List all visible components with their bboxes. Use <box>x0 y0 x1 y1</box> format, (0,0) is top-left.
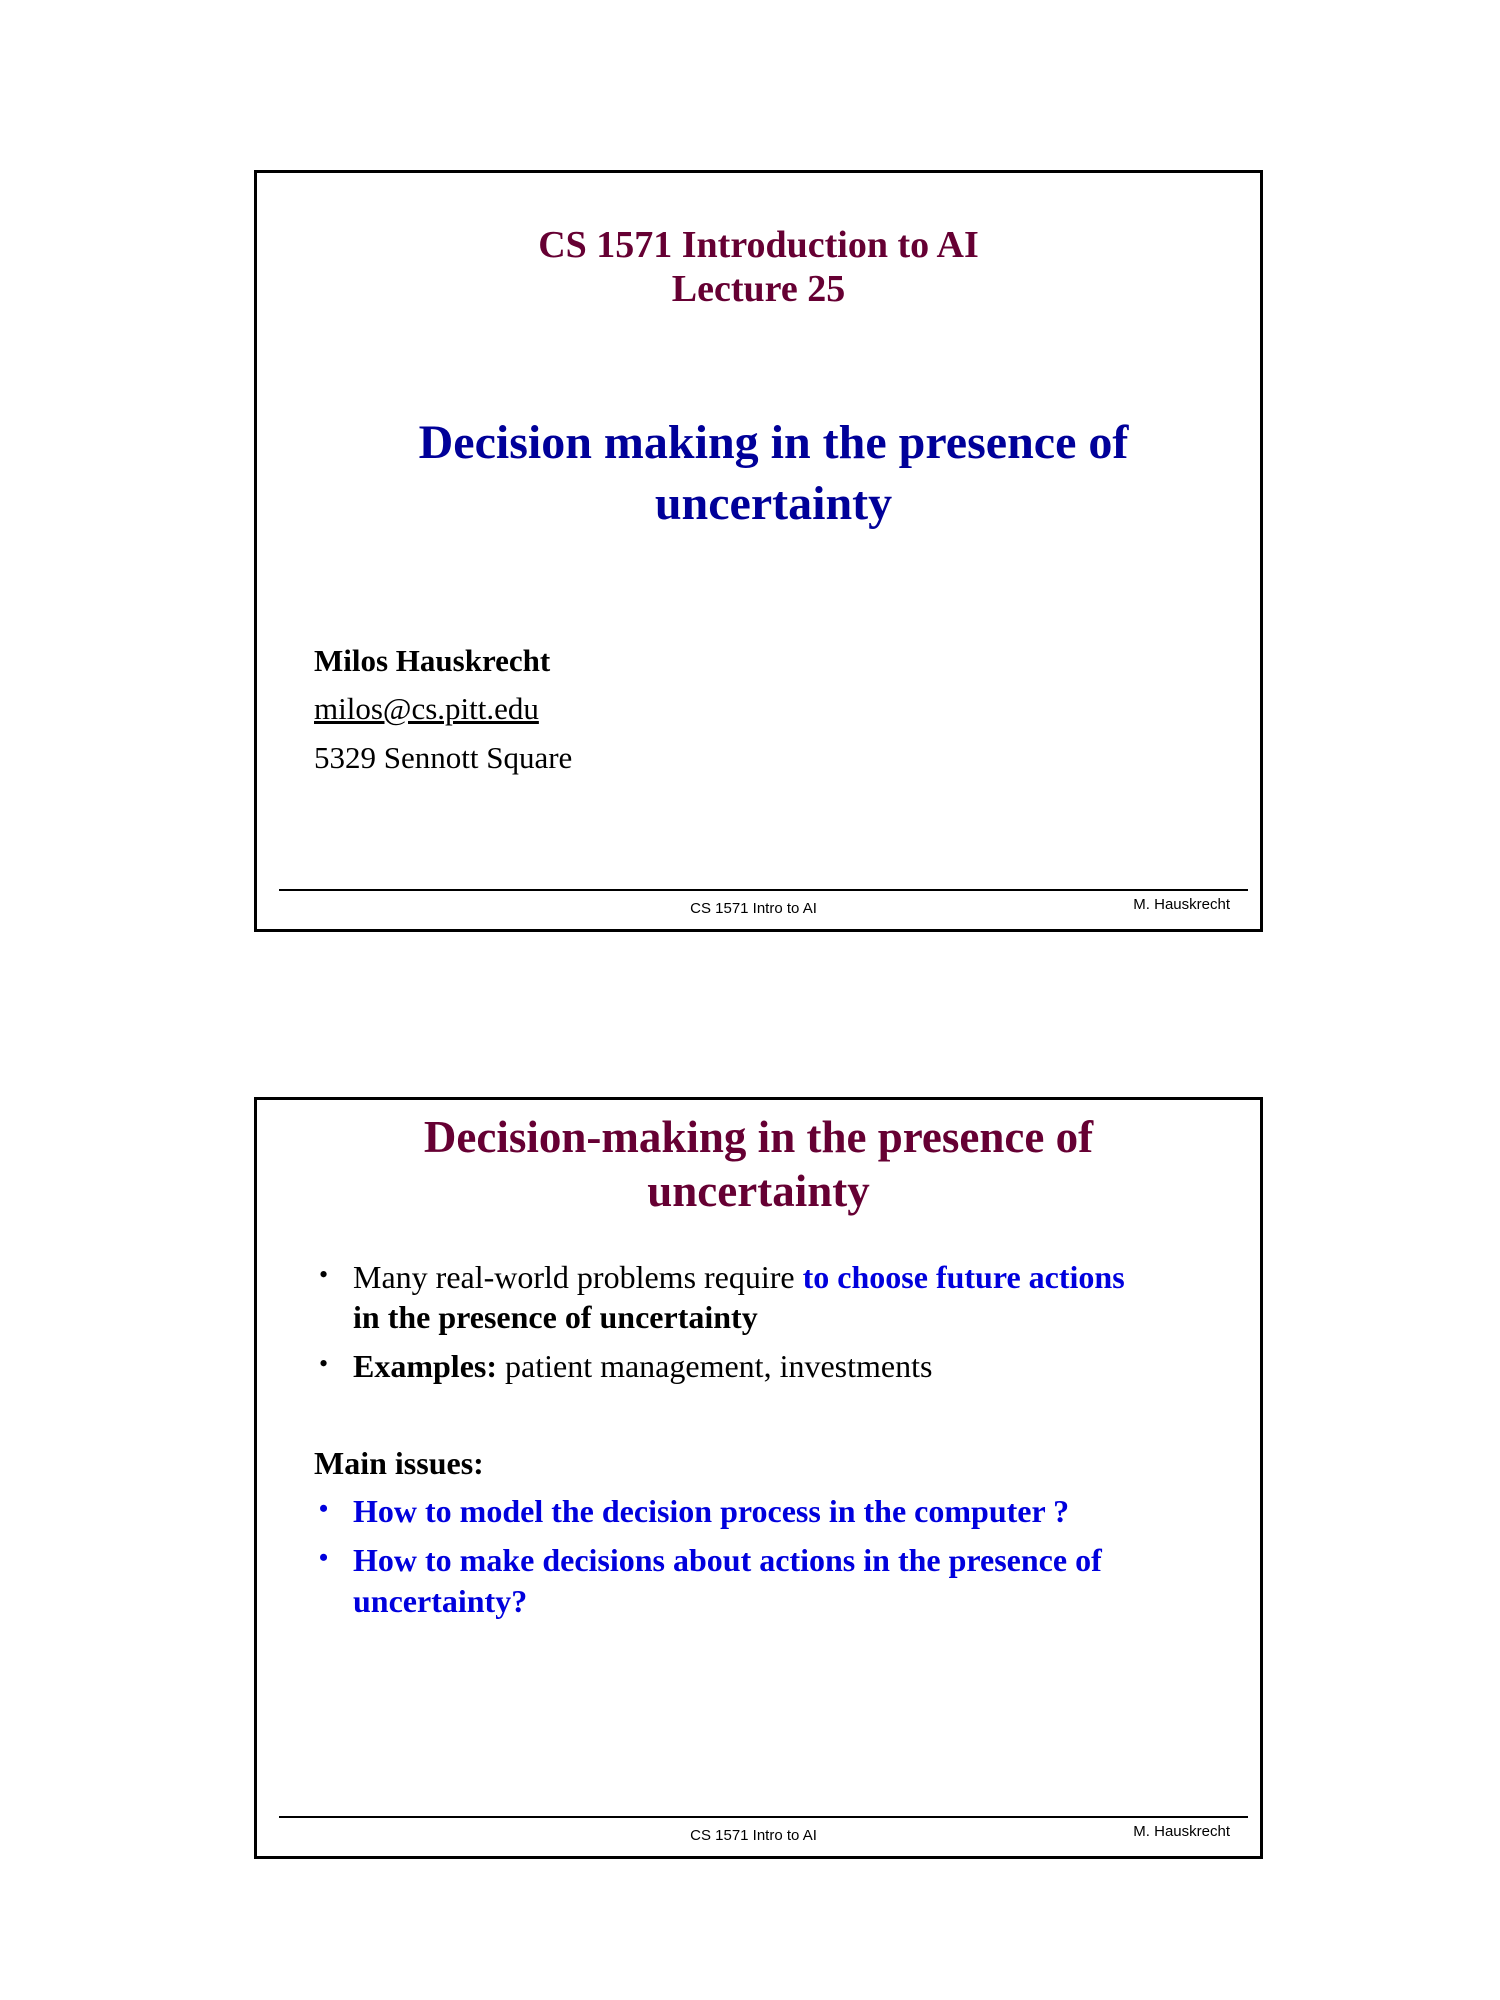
footer-author: M. Hauskrecht <box>1133 1823 1230 1840</box>
bullet-1-text: Many real-world problems require <box>353 1259 803 1295</box>
issue-1: How to model the decision process in the computer ? <box>353 1493 1070 1529</box>
footer-author: M. Hauskrecht <box>1133 896 1230 913</box>
bullet-1-continuation: in the presence of uncertainty <box>353 1299 758 1335</box>
bullet-icon: • <box>319 1494 329 1523</box>
slide-title-line1: Decision making in the presence of <box>418 416 1129 469</box>
slide-title-line2: uncertainty <box>654 477 893 530</box>
bullet-2-label: Examples: <box>353 1348 497 1384</box>
slide-title-line2: uncertainty <box>647 1166 870 1216</box>
footer-divider <box>279 1816 1248 1818</box>
issue-2-line2: uncertainty? <box>353 1583 528 1619</box>
bullet-2 <box>353 1346 932 1386</box>
author-office: 5329 Sennott Square <box>314 740 573 775</box>
bullet-icon: • <box>319 1260 329 1289</box>
author-name: Milos Hauskrecht <box>314 643 551 678</box>
bullet-1 <box>353 1257 1125 1297</box>
slide-title-line1: Decision-making in the presence of <box>423 1112 1094 1162</box>
bullet-icon: • <box>319 1543 329 1572</box>
bullet-icon: • <box>319 1349 329 1378</box>
footer-course: CS 1571 Intro to AI <box>690 900 817 917</box>
bullet-1-highlight: to choose future actions <box>802 1259 1125 1295</box>
bullet-2-text: patient management, investments <box>497 1348 933 1384</box>
course-title: CS 1571 Introduction to AI <box>538 224 979 266</box>
lecture-number: Lecture 25 <box>671 268 846 310</box>
main-issues-heading: Main issues: <box>314 1445 484 1481</box>
slide-1 <box>254 170 1263 932</box>
footer-course: CS 1571 Intro to AI <box>690 1827 817 1844</box>
author-email-link[interactable]: milos@cs.pitt.edu <box>314 691 539 726</box>
footer-divider <box>279 889 1248 891</box>
issue-2-line1: How to make decisions about actions in the presence of <box>353 1542 1102 1578</box>
slide-2 <box>254 1097 1263 1859</box>
